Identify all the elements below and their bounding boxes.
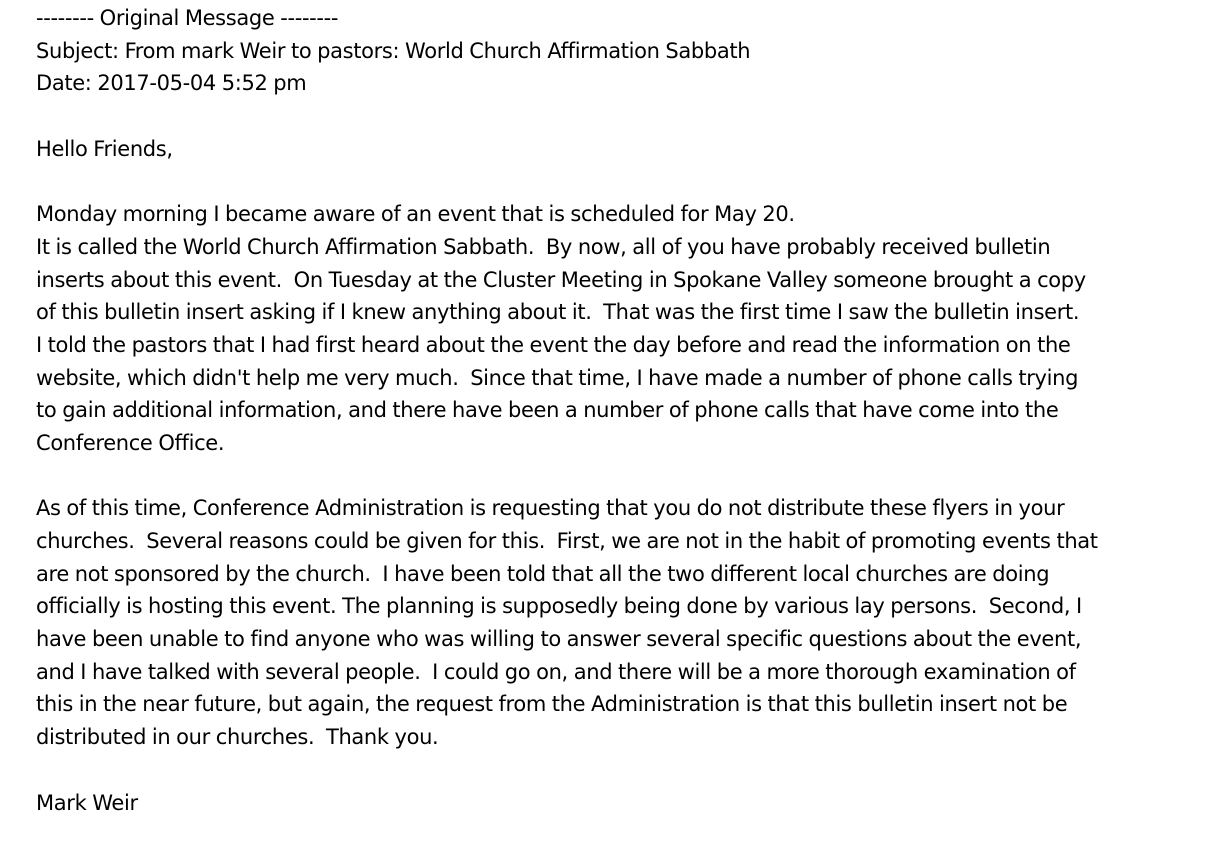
paragraph-line: distributed in our churches. Thank you.: [36, 725, 439, 750]
paragraph-line: Conference Office.: [36, 430, 225, 455]
blank-line: [36, 754, 1216, 787]
blank-line: [36, 460, 1216, 493]
paragraph-line: this in the near future, but again, the request from the Administration is that this bulletin insert not be: [36, 692, 1068, 717]
blank-line: [36, 100, 1216, 133]
paragraph-line: inserts about this event. On Tuesday at the Cluster Meeting in Spokane Valley someone brought a copy: [36, 267, 1086, 292]
paragraph-line: are not sponsored by the church. I have been told that all the two different local churches are doing: [36, 561, 1050, 586]
signature: Mark Weir: [36, 790, 138, 815]
original-message-separator: -------- Original Message --------: [36, 6, 339, 30]
paragraph-line: It is called the World Church Affirmation Sabbath. By now, all of you have probably received bulletin: [36, 234, 1051, 259]
blank-line: [36, 165, 1216, 198]
date-line: Date: 2017-05-04 5:52 pm: [36, 71, 307, 96]
paragraph-line: Monday morning I became aware of an event that is scheduled for May 20.: [36, 202, 795, 227]
subject-line: Subject: From mark Weir to pastors: World Church Affirmation Sabbath: [36, 38, 751, 63]
paragraph-line: of this bulletin insert asking if I knew anything about it. That was the first time I saw the bulletin insert.: [36, 300, 1080, 325]
paragraph-line: As of this time, Conference Administration is requesting that you do not distribute these flyers in your: [36, 496, 1065, 521]
paragraph-line: to gain additional information, and there have been a number of phone calls that have come into the: [36, 398, 1059, 423]
paragraph-line: have been unable to find anyone who was willing to answer several specific questions about the event,: [36, 627, 1082, 652]
paragraph-2: [36, 492, 1216, 754]
paragraph-line: website, which didn't help me very much. Since that time, I have made a number of phone calls trying: [36, 365, 1079, 390]
paragraph-line: I told the pastors that I had first heard about the event the day before and read the information on the: [36, 332, 1071, 357]
paragraph-line: and I have talked with several people. I could go on, and there will be a more thorough examination of: [36, 659, 1076, 684]
greeting: Hello Friends,: [36, 136, 173, 161]
paragraph-line: churches. Several reasons could be given for this. First, we are not in the habit of promoting events that: [36, 529, 1098, 553]
paragraph-1: [36, 198, 1216, 460]
email-message: [36, 2, 1216, 819]
paragraph-line: officially is hosting this event. The planning is supposedly being done by various lay persons. Second, I: [36, 594, 1082, 619]
